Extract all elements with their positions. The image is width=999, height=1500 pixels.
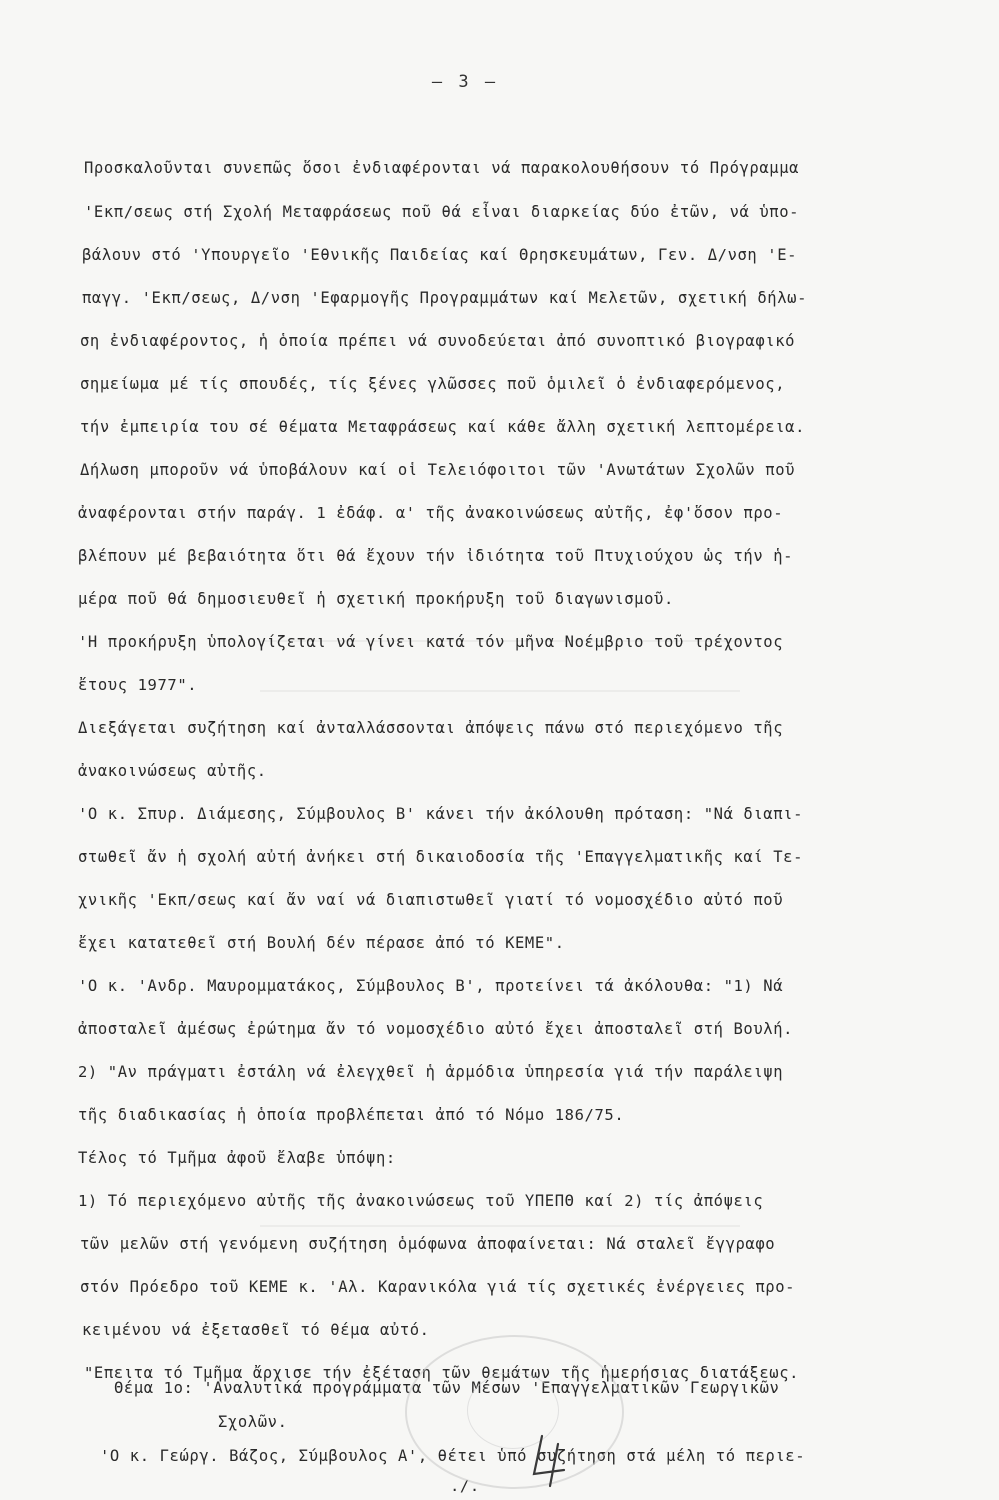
body-line: παγγ. 'Εκπ/σεως, Δ/νση 'Εφαρμογῆς Προγραμμάτων καί Μελετῶν, σχετική δήλω- xyxy=(82,289,808,307)
body-line: ἀναφέρονται στήν παράγ. 1 ἐδάφ. α' τῆς ἀνακοινώσεως αὐτῆς, ἐφ'ὅσον προ- xyxy=(78,504,784,522)
body-line: Προσκαλοῦνται συνεπῶς ὅσοι ἐνδιαφέρονται νά παρακολουθήσουν τό Πρόγραμμα xyxy=(84,159,800,177)
handwritten-initial xyxy=(520,1430,580,1490)
body-line: "Επειτα τό Τμῆμα ἄρχισε τήν ἐξέταση τῶν θεμάτων τῆς ἡμερήσιας διατάξεως. xyxy=(84,1364,800,1382)
body-line: τῆς διαδικασίας ἡ ὁποία προβλέπεται ἀπό τό Νόμο 186/75. xyxy=(78,1106,625,1124)
body-line: σημείωμα μέ τίς σπουδές, τίς ξένες γλῶσσες ποῦ ὁμιλεῖ ὁ ἐνδιαφερόμενος, xyxy=(80,375,786,393)
body-line: 'Ο κ. Γεώργ. Βάζος, Σύμβουλος Α', θέτει ὑπό συζήτηση στά μέλη τό περιε- xyxy=(100,1447,806,1465)
body-line: χνικῆς 'Εκπ/σεως καί ἄν ναί νά διαπιστωθεῖ γιατί τό νομοσχέδιο αὐτό ποῦ xyxy=(78,891,784,909)
body-line: βάλουν στό 'Υπουργεῖο 'Εθνικῆς Παιδείας καί Θρησκευμάτων, Γεν. Δ/νση 'Ε- xyxy=(82,246,798,264)
body-line: ἔχει κατατεθεῖ στή Βουλή δέν πέρασε ἀπό τό ΚΕΜΕ". xyxy=(78,934,565,952)
body-line: ἀνακοινώσεως αὐτῆς. xyxy=(78,762,267,780)
body-line: Τέλος τό Τμῆμα ἀφοῦ ἔλαβε ὑπόψη: xyxy=(78,1149,396,1167)
body-line: τῶν μελῶν στή γενόμενη συζήτηση ὁμόφωνα ἀποφαίνεται: Νά σταλεῖ ἔγγραφο xyxy=(80,1235,776,1253)
bleed-through-line xyxy=(260,1225,740,1227)
body-line: μέρα ποῦ θά δημοσιευθεῖ ἡ σχετική προκήρυξη τοῦ διαγωνισμοῦ. xyxy=(78,590,674,608)
page-number: – 3 – xyxy=(431,72,499,92)
body-line: ἀποσταλεῖ ἀμέσως ἐρώτημα ἄν τό νομοσχέδιο αὐτό ἔχει ἀποσταλεῖ στή Βουλή. xyxy=(78,1020,794,1038)
body-line: ἔτους 1977". xyxy=(78,676,198,694)
body-line: κειμένου νά ἐξετασθεῖ τό θέμα αὐτό. xyxy=(82,1321,430,1339)
body-line: στωθεῖ ἄν ἡ σχολή αὐτή ἀνήκει στή δικαιοδοσία τῆς 'Επαγγελματικῆς καί Τε- xyxy=(78,848,804,866)
body-line: βλέπουν μέ βεβαιότητα ὅτι θά ἔχουν τήν ἰδιότητα τοῦ Πτυχιούχου ὡς τήν ἡ- xyxy=(78,547,794,565)
body-line: τήν ἐμπειρία του σέ θέματα Μεταφράσεως καί κάθε ἄλλη σχετική λεπτομέρεια. xyxy=(80,418,806,436)
body-line: 'Εκπ/σεως στή Σχολή Μεταφράσεως ποῦ θά εἶναι διαρκείας δύο ἐτῶν, νά ὑπο- xyxy=(84,203,800,221)
body-line: 'Η προκήρυξη ὑπολογίζεται νά γίνει κατά τόν μῆνα Νοέμβριο τοῦ τρέχοντος xyxy=(78,633,784,651)
body-line: στόν Πρόεδρο τοῦ ΚΕΜΕ κ. 'Αλ. Καρανικόλα γιά τίς σχετικές ἐνέργειες προ- xyxy=(80,1278,796,1296)
continuation-mark: ./. xyxy=(450,1477,480,1495)
body-line: Δήλωση μποροῦν νά ὑποβάλουν καί οἱ Τελειόφοιτοι τῶν 'Ανωτάτων Σχολῶν ποῦ xyxy=(80,461,796,479)
body-line: ση ἐνδιαφέροντος, ἡ ὁποία πρέπει νά συνοδεύεται ἀπό συνοπτικό βιογραφικό xyxy=(80,332,796,350)
body-line: 'Ο κ. Σπυρ. Διάμεσης, Σύμβουλος Β' κάνει τήν ἀκόλουθη πρόταση: "Νά διαπι- xyxy=(78,805,804,823)
body-line: 1) Τό περιεχόμενο αὐτῆς τῆς ἀνακοινώσεως τοῦ ΥΠΕΠΘ καί 2) τίς ἀπόψεις xyxy=(78,1192,764,1210)
body-line: Διεξάγεται συζήτηση καί ἀνταλλάσσονται ἀπόψεις πάνω στό περιεχόμενο τῆς xyxy=(78,719,784,737)
topic-heading-continuation: Σχολῶν. xyxy=(218,1413,288,1431)
body-line: 'Ο κ. 'Ανδρ. Μαυρομματάκος, Σύμβουλος Β', προτείνει τά ἀκόλουθα: "1) Νά xyxy=(78,977,784,995)
body-line: 2) "Αν πράγματι ἐστάλη νά ἐλεγχθεῖ ἡ ἁρμόδια ὑπηρεσία γιά τήν παράλειψη xyxy=(78,1063,784,1081)
topic-heading: Θέμα 1ο: 'Αναλυτικά προγράμματα τῶν Μέσων 'Επαγγελματικῶν Γεωργικῶν xyxy=(114,1379,780,1397)
official-stamp xyxy=(405,1335,624,1489)
